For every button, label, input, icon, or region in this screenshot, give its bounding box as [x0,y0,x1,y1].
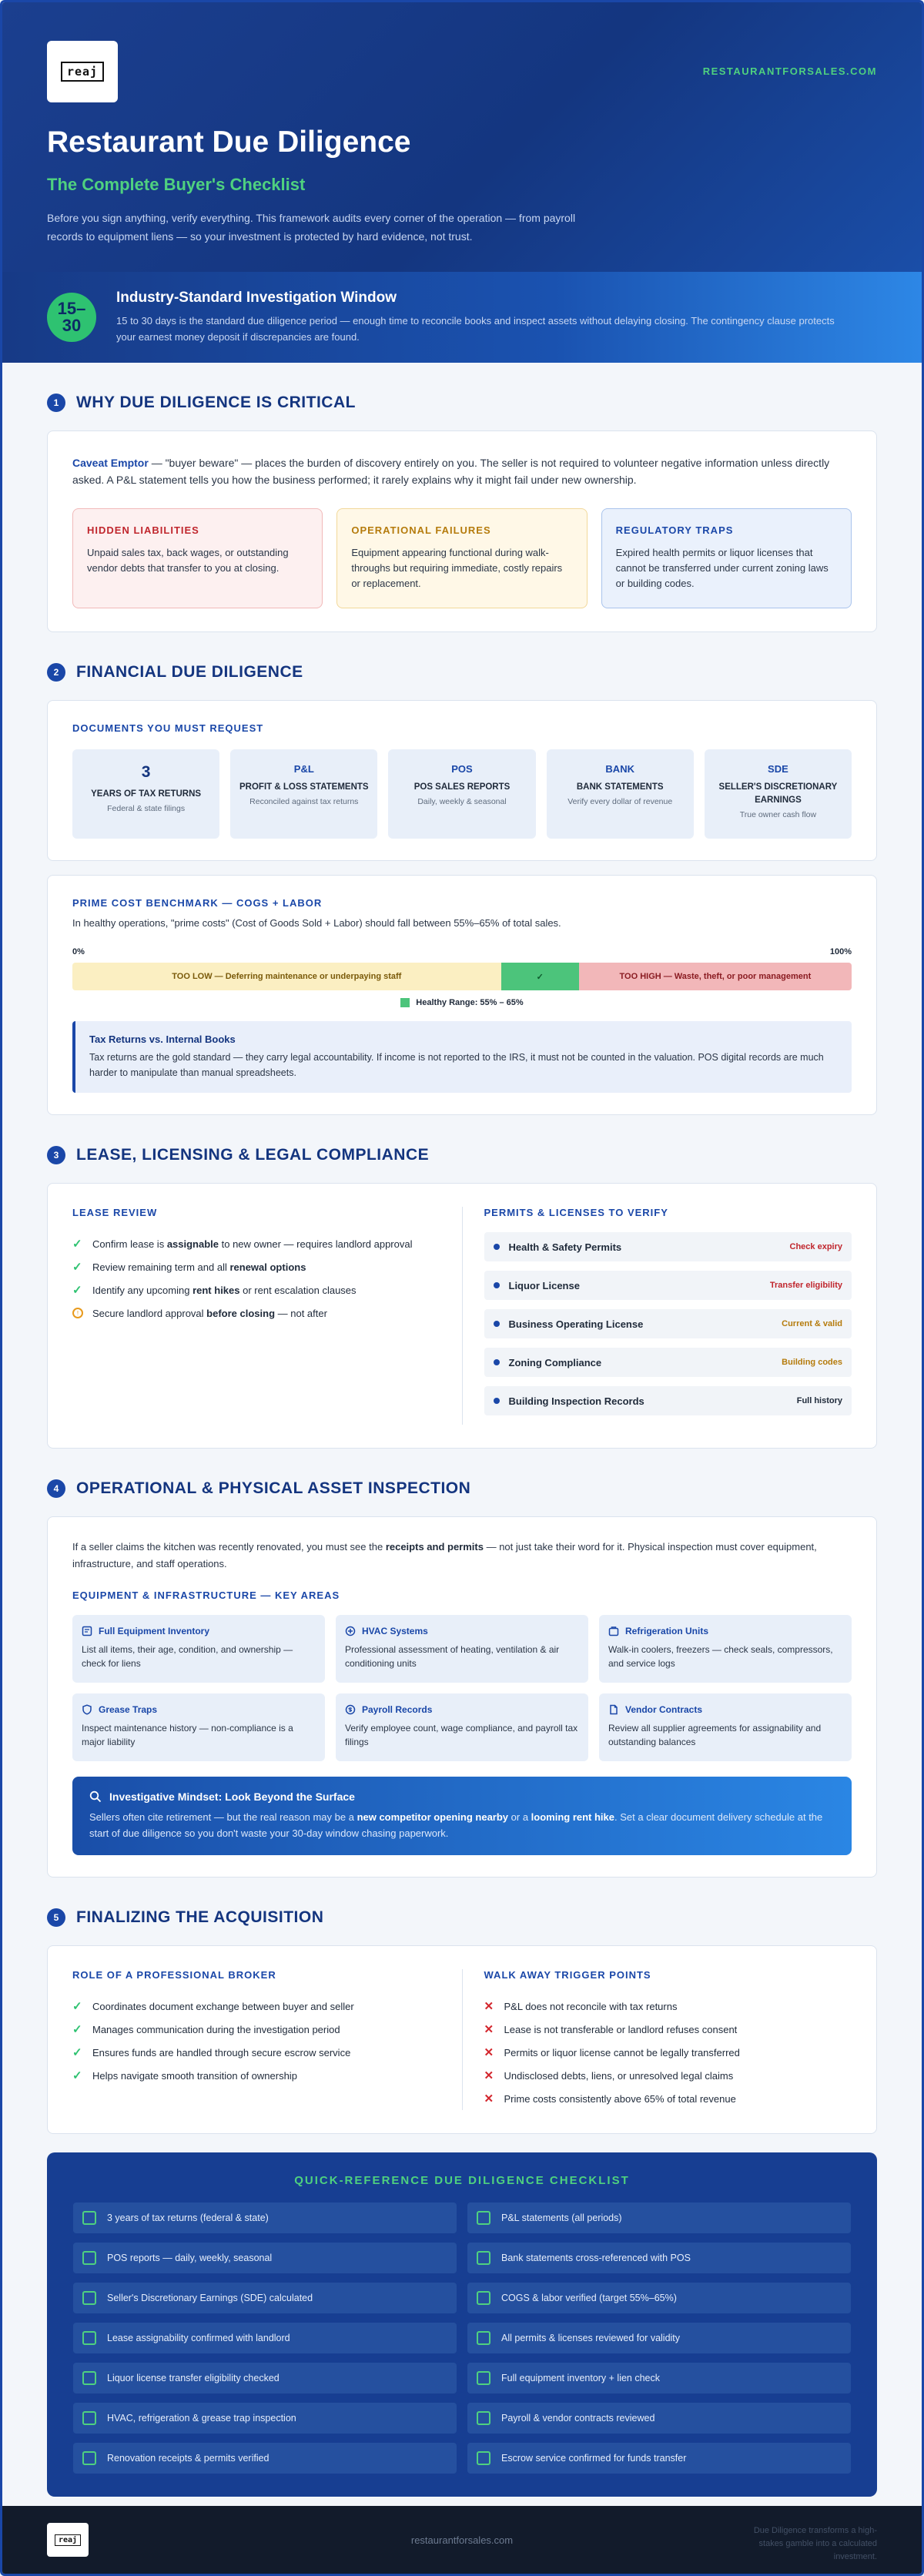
list-item: ✓ Identify any upcoming rent hikes or rent escalation clauses [72,1284,357,1297]
permit-row: Building Inspection Records Full history [484,1386,852,1415]
list-item: ✕ Permits or liquor license cannot be legally transferred [484,2046,740,2059]
list-item: ✕ P&L does not reconcile with tax returns [484,2000,678,2013]
area-card [336,1615,588,1683]
check-icon: ✓ [72,2000,82,2013]
page-title: Restaurant Due Diligence [47,126,411,159]
x-icon: ✕ [484,2023,494,2036]
checkbox-icon[interactable] [82,2251,96,2265]
page-footer [2,2506,922,2574]
hvac-icon [345,1626,356,1636]
area-card [336,1693,588,1761]
payroll-icon [345,1704,356,1715]
doc-sub: Federal & state filings [107,804,186,813]
checklist-item[interactable]: HVAC, refrigeration & grease trap inspection [73,2403,457,2434]
check-icon: ✓ [72,2046,82,2059]
checklist-item[interactable]: Payroll & vendor contracts reviewed [467,2403,851,2434]
box-text: Equipment appearing functional during walk-throughs but requiring immediate, costly repairs or replacement. [351,547,563,589]
x-icon: ✕ [484,2000,494,2013]
page-subtitle: The Complete Buyer's Checklist [47,175,306,194]
too-high-segment: TOO HIGH — Waste, theft, or poor management [579,963,852,990]
list-item: ✓ Helps navigate smooth transition of ownership [72,2069,297,2082]
permit-row: Business Operating License Current & valid [484,1309,852,1338]
area-text: Review all supplier agreements for assignability and outstanding balances [608,1723,822,1747]
footer-site-link[interactable]: restaurantforsales.com [410,2534,514,2546]
section-title: WHY DUE DILIGENCE IS CRITICAL [76,394,356,411]
permits-column [463,1207,852,1425]
walk-away-list [484,1995,852,2110]
permit-row: Health & Safety Permits Check expiry [484,1232,852,1261]
clock-warning-icon: ! [72,1308,83,1318]
too-low-segment: TOO LOW — Deferring maintenance or underpaying staff [72,963,501,990]
list-item: ✓ Review remaining term and all renewal options [72,1261,306,1274]
permit-row: Liquor License Transfer eligibility [484,1271,852,1300]
area-title: Payroll Records [362,1704,433,1715]
badge-bottom: 30 [62,316,82,335]
checkbox-icon[interactable] [477,2331,490,2345]
why-critical-card [47,430,877,632]
search-icon [89,1790,102,1803]
mindset-text: Sellers often cite retirement — but the real reason may be a new competitor opening nearby or a looming rent hike. Set a clear document delivery schedule at the start of due diligence so you don't waste your 30-day window chasing paperwork. [89,1811,823,1839]
checkbox-icon[interactable] [82,2331,96,2345]
box-text: Expired health permits or liquor licenses that cannot be transferred under current zoning laws or building codes. [615,547,829,589]
checklist-item[interactable]: Bank statements cross-referenced with POS [467,2243,851,2273]
permit-tag: Current & valid [782,1319,842,1328]
quick-checklist [47,2152,877,2497]
list-item: ✓ Ensures funds are handled through secure escrow service [72,2046,351,2059]
investigation-window-banner [2,272,922,363]
doc-abbr: POS [451,763,473,775]
list-item: ✕ Lease is not transferable or landlord refuses consent [484,2023,738,2036]
prime-cost-bar [72,963,852,990]
list-item: ✓ Confirm lease is assignable to new owner — requires landlord approval [72,1238,413,1251]
section-4-heading [47,1479,877,1498]
broker-column [72,1969,463,2110]
asset-inspection-card [47,1516,877,1878]
checklist-item[interactable]: Full equipment inventory + lien check [467,2363,851,2393]
doc-title: BANK STATEMENTS [576,782,664,792]
checkbox-icon[interactable] [477,2291,490,2305]
docs-label: DOCUMENTS YOU MUST REQUEST [72,722,264,734]
footer-logo-text: reaj [55,2534,81,2546]
doc-sde [705,749,852,839]
check-icon: ✓ [72,1261,82,1274]
doc-sub: True owner cash flow [739,810,817,819]
site-link[interactable]: RESTAURANTFORSALES.COM [702,65,877,77]
area-card [72,1615,325,1683]
investigative-mindset-callout [72,1777,852,1855]
key-areas-label: EQUIPMENT & INFRASTRUCTURE — KEY AREAS [72,1589,340,1601]
checkbox-icon[interactable] [477,2451,490,2465]
section-2-heading [47,663,877,682]
day-range-badge [47,293,96,342]
inventory-icon [82,1626,92,1636]
bar-scale [72,947,852,956]
box-title: HIDDEN LIABILITIES [87,524,199,536]
doc-sub: Daily, weekly & seasonal [417,797,507,806]
list-item: ✕ Prime costs consistently above 65% of total revenue [484,2092,736,2105]
permit-tag: Full history [796,1396,842,1405]
broker-list [72,1995,440,2087]
doc-title: SELLER'S DISCRETIONARY EARNINGS [718,782,838,805]
document-icon [608,1704,619,1715]
section-title: FINALIZING THE ACQUISITION [76,1908,324,1926]
checklist-item[interactable]: POS reports — daily, weekly, seasonal [73,2243,457,2273]
bullet-icon [494,1282,500,1288]
section-title: FINANCIAL DUE DILIGENCE [76,663,303,681]
list-item: ! Secure landlord approval before closing — not after [72,1301,440,1325]
checkbox-icon[interactable] [82,2371,96,2385]
section-number: 4 [47,1479,65,1498]
section-number: 3 [47,1146,65,1164]
area-card [72,1693,325,1761]
documents-card [47,700,877,861]
list-item: ✓ Manages communication during the investigation period [72,2023,340,2036]
section-1-heading [47,394,877,412]
checklist-item[interactable]: COGS & labor verified (target 55%–65%) [467,2283,851,2313]
checkbox-icon[interactable] [477,2371,490,2385]
area-text: List all items, their age, condition, and ownership — check for liens [82,1644,293,1669]
risk-boxes [72,508,852,608]
checklist-item[interactable]: Liquor license transfer eligibility checked [73,2363,457,2393]
badge-top: 15– [57,299,86,318]
list-item: ✓ Coordinates document exchange between buyer and seller [72,2000,354,2013]
box-title: REGULATORY TRAPS [615,524,734,536]
section-title: LEASE, LICENSING & LEGAL COMPLIANCE [76,1146,430,1164]
tax-vs-books-callout [72,1021,852,1093]
window-title: Industry-Standard Investigation Window [116,290,397,306]
section-number: 1 [47,394,65,412]
section-number: 5 [47,1908,65,1927]
check-icon: ✓ [72,1238,82,1251]
permit-tag: Check expiry [789,1242,842,1251]
doc-abbr: BANK [605,763,634,775]
permit-tag: Transfer eligibility [769,1281,842,1290]
doc-tax-returns [72,749,219,839]
bullet-icon [494,1359,500,1365]
healthy-segment: ✓ [501,963,579,990]
callout-title: Tax Returns vs. Internal Books [89,1033,236,1045]
bar-legend [72,998,852,1007]
prime-text: In healthy operations, "prime costs" (Cost of Goods Sold + Labor) should fall between 55%–65% of total sales. [72,917,561,929]
permits-list [484,1232,852,1415]
area-title: Refrigeration Units [625,1626,709,1636]
doc-title: POS SALES REPORTS [413,782,511,792]
doc-title: YEARS OF TAX RETURNS [91,789,202,799]
box-text: Unpaid sales tax, back wages, or outstanding vendor debts that transfer to you at closing. [87,547,289,574]
box-title: OPERATIONAL FAILURES [351,524,491,536]
walk-away-column [463,1969,852,2110]
shield-icon [82,1704,92,1715]
scale-max: 100% [829,947,852,956]
x-icon: ✕ [484,2069,494,2082]
checkbox-icon[interactable] [82,2211,96,2225]
brand-logo[interactable] [47,41,118,102]
inspection-lead: If a seller claims the kitchen was recently renovated, you must see the receipts and permits — not just take their word for it. Physical inspection must cover equipment, infrastructure, and staff operations. [72,1541,817,1569]
doc-abbr: SDE [768,763,788,775]
checkbox-icon[interactable] [477,2411,490,2425]
operational-failures-box [336,508,587,608]
bullet-icon [494,1244,500,1250]
area-title: HVAC Systems [362,1626,428,1636]
doc-abbr: P&L [293,763,314,775]
checklist-item[interactable]: All permits & licenses reviewed for validity [467,2323,851,2353]
hero-header [2,2,922,272]
checkbox-icon[interactable] [82,2451,96,2465]
section-5-heading [47,1908,877,1927]
callout-text: Tax returns are the gold standard — they carry legal accountability. If income is not reported to the IRS, it must not be counted in the valuation. POS digital records are much harder to manipulate than manual spreadsheets. [89,1052,824,1078]
checklist-item[interactable]: Escrow service confirmed for funds transfer [467,2443,851,2474]
doc-title: PROFIT & LOSS STATEMENTS [239,782,369,792]
documents-list [72,749,852,839]
logo-text: reaj [61,62,104,82]
regulatory-traps-box [601,508,852,608]
permits-label: PERMITS & LICENSES TO VERIFY [484,1207,668,1218]
doc-bank [547,749,694,839]
area-title: Grease Traps [99,1704,158,1715]
doc-pos [388,749,535,839]
footer-tagline: Due Diligence transforms a high-stakes gamble into a calculated investment. [753,2526,877,2561]
mindset-title: Investigative Mindset: Look Beyond the Surface [109,1790,355,1803]
legend-swatch [400,998,410,1007]
legend-label: Healthy Range: 55% – 65% [416,998,524,1007]
area-text: Inspect maintenance history — non-compliance is a major liability [82,1723,293,1747]
list-item: ✕ Undisclosed debts, liens, or unresolved legal claims [484,2069,734,2082]
checkbox-icon[interactable] [477,2251,490,2265]
checklist-grid [73,2202,851,2474]
checklist-item[interactable]: Renovation receipts & permits verified [73,2443,457,2474]
prime-cost-card [47,875,877,1115]
hero-intro: Before you sign anything, verify everything. This framework audits every corner of the operation — from payroll records to equipment liens — so your investment is protected by hard evidence, not trust. [47,212,576,243]
area-text: Walk-in coolers, freezers — check seals, compressors, and service logs [608,1644,833,1669]
hidden-liabilities-box [72,508,323,608]
section-title: OPERATIONAL & PHYSICAL ASSET INSPECTION [76,1479,471,1497]
checklist-item[interactable]: Lease assignability confirmed with landlord [73,2323,457,2353]
window-text: 15 to 30 days is the standard due diligence period — enough time to reconcile books and inspect assets without delaying closing. The contingency clause protects your earnest money deposit if discrepancies are found. [116,315,835,343]
lease-list [72,1232,440,1325]
area-card [599,1615,852,1683]
checklist-item[interactable]: 3 years of tax returns (federal & state) [73,2202,457,2233]
permit-row: Zoning Compliance Building codes [484,1348,852,1377]
key-areas-grid [72,1615,852,1761]
checkbox-icon[interactable] [82,2411,96,2425]
checklist-item[interactable]: P&L statements (all periods) [467,2202,851,2233]
doc-sub: Reconciled against tax returns [249,797,359,806]
area-title: Vendor Contracts [625,1704,703,1715]
x-icon: ✕ [484,2046,494,2059]
area-card [599,1693,852,1761]
section-3-heading [47,1146,877,1164]
permit-tag: Building codes [782,1358,842,1367]
area-title: Full Equipment Inventory [99,1626,210,1636]
checkbox-icon[interactable] [477,2211,490,2225]
finalizing-card [47,1945,877,2134]
checklist-item[interactable]: Seller's Discretionary Earnings (SDE) calculated [73,2283,457,2313]
prime-label: PRIME COST BENCHMARK — COGS + LABOR [72,897,323,909]
bullet-icon [494,1398,500,1404]
broker-label: ROLE OF A PROFESSIONAL BROKER [72,1969,276,1981]
area-text: Verify employee count, wage compliance, and payroll tax filings [345,1723,578,1747]
section-number: 2 [47,663,65,682]
doc-pl [230,749,377,839]
lease-label: LEASE REVIEW [72,1207,158,1218]
doc-sub: Verify every dollar of revenue [567,797,673,806]
check-icon: ✓ [72,2069,82,2082]
caveat-emptor-text: Caveat Emptor — "buyer beware" — places the burden of discovery entirely on you. The seller is not required to volunteer negative information unless directly asked. A P&L statement tells you how the business performed; it rarely explains why it might fail under new ownership. [72,457,830,486]
lease-licensing-card [47,1183,877,1449]
checkbox-icon[interactable] [82,2291,96,2305]
walk-away-label: WALK AWAY TRIGGER POINTS [484,1969,651,1981]
x-icon: ✕ [484,2092,494,2105]
refrigeration-icon [608,1626,619,1636]
check-icon: ✓ [72,1284,82,1297]
lease-review-column [72,1207,463,1425]
bullet-icon [494,1321,500,1327]
area-text: Professional assessment of heating, ventilation & air conditioning units [345,1644,560,1669]
check-icon: ✓ [72,2023,82,2036]
checklist-title: QUICK-REFERENCE DUE DILIGENCE CHECKLIST [294,2174,630,2187]
doc-number: 3 [141,763,151,781]
scale-min: 0% [72,947,85,956]
